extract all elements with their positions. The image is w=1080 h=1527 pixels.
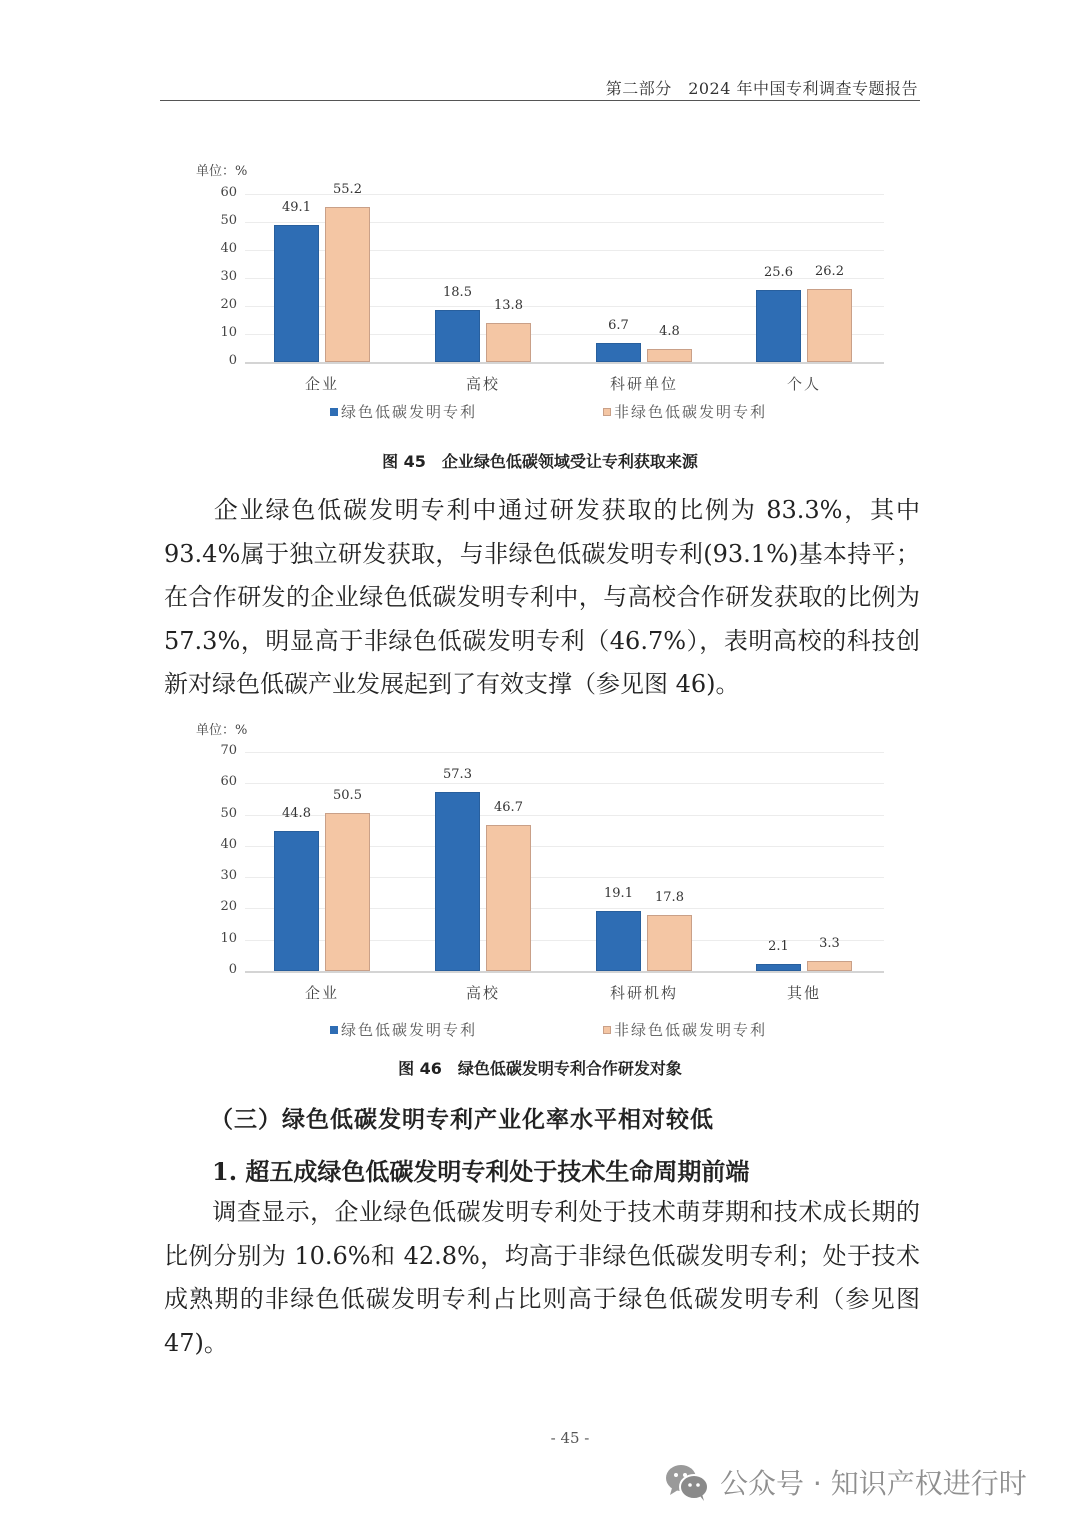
- bar-nongreen: [486, 825, 531, 971]
- x-axis-line: [245, 971, 884, 973]
- subsection-heading: 1. 超五成绿色低碳发明专利处于技术生命周期前端: [212, 1157, 750, 1186]
- y-axis-tick: 40: [220, 241, 237, 256]
- data-label: 49.1: [282, 200, 311, 215]
- category-label: 其他: [786, 984, 821, 1002]
- y-axis-tick: 30: [220, 269, 237, 284]
- legend-label: 非绿色低碳发明专利: [614, 1021, 768, 1039]
- data-label: 4.8: [659, 324, 680, 339]
- legend-label: 绿色低碳发明专利: [341, 1021, 478, 1039]
- data-label: 57.3: [443, 767, 472, 782]
- legend-label: 绿色低碳发明专利: [341, 403, 478, 421]
- figure-46-caption: 图 46 绿色低碳发明专利合作研发对象: [398, 1059, 682, 1078]
- category-label: 科研机构: [609, 984, 678, 1002]
- data-label: 19.1: [604, 886, 633, 901]
- gridline: [245, 783, 884, 784]
- data-label: 6.7: [608, 318, 629, 333]
- data-label: 46.7: [494, 800, 523, 815]
- data-label: 50.5: [333, 788, 362, 803]
- paragraph-text: 调查显示，企业绿色低碳发明专利处于技术萌芽期和技术成长期的比例分别为 10.6%和 42.8%，均高于非绿色低碳发明专利；处于技术成熟期的非绿色低碳发明专利占比则高于绿色低碳发明专利（参见图 47)。: [164, 1198, 920, 1357]
- category-label: 科研单位: [609, 375, 678, 393]
- bar-green: [274, 831, 319, 971]
- data-label: 25.6: [764, 265, 793, 280]
- y-axis-tick: 50: [220, 806, 237, 821]
- body-paragraph-1: [164, 489, 920, 707]
- x-axis-line: [245, 362, 884, 364]
- data-label: 13.8: [494, 298, 523, 313]
- legend-swatch-icon: [603, 408, 611, 416]
- y-axis-tick: 20: [220, 899, 237, 914]
- running-header: 第二部分 2024 年中国专利调查专题报告: [605, 79, 918, 98]
- y-axis-tick: 0: [228, 353, 237, 368]
- bar-green: [435, 792, 480, 971]
- category-label: 个人: [786, 375, 821, 393]
- legend-item: [330, 401, 477, 422]
- category-label: 高校: [465, 984, 500, 1002]
- data-label: 18.5: [443, 285, 472, 300]
- paragraph-text: 企业绿色低碳发明专利中通过研发获取的比例为 83.3%，其中93.4%属于独立研发获取，与非绿色低碳发明专利(93.1%)基本持平；在合作研发的企业绿色低碳发明专利中，与高校合作研发获取的比例为 57.3%，明显高于非绿色低碳发明专利（46.7%），表明高校的科技创新对绿色低碳产业发展起到了有效支撑（参见图 46)。: [164, 496, 920, 698]
- y-axis-tick: 40: [220, 837, 237, 852]
- legend-label: 非绿色低碳发明专利: [614, 403, 768, 421]
- legend-item: [603, 401, 767, 422]
- wechat-icon: [664, 1462, 710, 1502]
- category-label: 企业: [304, 984, 339, 1002]
- bar-green: [435, 310, 480, 362]
- y-axis-tick: 0: [228, 962, 237, 977]
- watermark-text: 公众号 · 知识产权进行时: [720, 1467, 1027, 1500]
- legend-swatch-icon: [330, 1026, 338, 1034]
- bar-green: [274, 225, 319, 362]
- header-divider: [160, 100, 920, 101]
- bar-green: [756, 964, 801, 971]
- y-axis-tick: 30: [220, 868, 237, 883]
- y-axis-tick: 20: [220, 297, 237, 312]
- figure-45-caption: 图 45 企业绿色低碳领域受让专利获取来源: [382, 452, 698, 471]
- y-axis-tick: 60: [220, 185, 237, 200]
- section-heading: （三）绿色低碳发明专利产业化率水平相对较低: [210, 1106, 714, 1133]
- gridline: [245, 752, 884, 753]
- bar-nongreen: [647, 915, 692, 971]
- legend-item: [330, 1019, 477, 1040]
- legend-item: [603, 1019, 767, 1040]
- data-label: 17.8: [655, 890, 684, 905]
- page-number: - 45 -: [550, 1429, 590, 1447]
- data-label: 26.2: [815, 264, 844, 279]
- category-label: 高校: [465, 375, 500, 393]
- y-axis-tick: 10: [220, 931, 237, 946]
- bar-green: [596, 911, 641, 971]
- category-label: 企业: [304, 375, 339, 393]
- data-label: 55.2: [333, 182, 362, 197]
- y-axis-tick: 70: [220, 743, 237, 758]
- bar-nongreen: [486, 323, 531, 362]
- data-label: 44.8: [282, 806, 311, 821]
- bar-nongreen: [807, 961, 852, 971]
- y-axis-tick: 60: [220, 774, 237, 789]
- bar-nongreen: [325, 207, 370, 362]
- bar-green: [596, 343, 641, 362]
- watermark: [664, 1462, 1027, 1502]
- body-paragraph-2: [164, 1191, 920, 1365]
- bar-nongreen: [807, 289, 852, 362]
- bar-nongreen: [325, 813, 370, 971]
- data-label: 3.3: [819, 936, 840, 951]
- legend-swatch-icon: [330, 408, 338, 416]
- unit-label: 单位：%: [196, 723, 248, 738]
- bar-green: [756, 290, 801, 362]
- bar-nongreen: [647, 349, 692, 362]
- data-label: 2.1: [768, 939, 789, 954]
- y-axis-tick: 10: [220, 325, 237, 340]
- unit-label: 单位：%: [196, 164, 248, 179]
- y-axis-tick: 50: [220, 213, 237, 228]
- legend-swatch-icon: [603, 1026, 611, 1034]
